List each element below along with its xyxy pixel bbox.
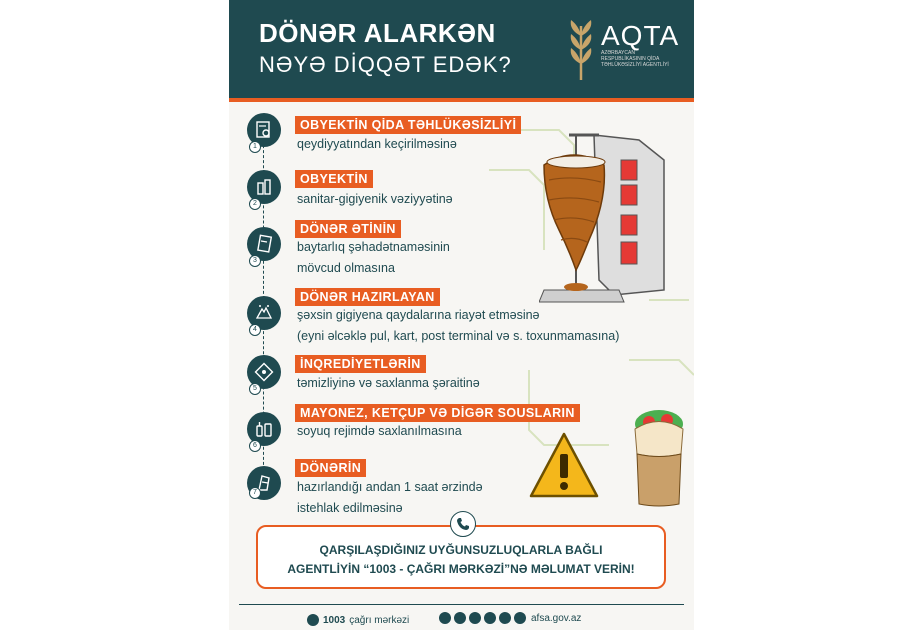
phone-icon <box>450 511 476 537</box>
phone-icon <box>307 614 319 626</box>
item-3-number: 3 <box>249 255 261 267</box>
poster <box>229 0 694 630</box>
facebook-icon[interactable] <box>454 612 466 624</box>
item-5-tag: İNQREDİYETLƏRİN <box>295 355 426 373</box>
x-icon[interactable] <box>499 612 511 624</box>
item-4-desc <box>297 305 619 347</box>
cleaning-icon <box>254 177 274 197</box>
item-2-line-1: sanitar-gigiyenik vəziyyətinə <box>297 192 453 206</box>
instagram-icon[interactable] <box>469 612 481 624</box>
item-7-tag: DÖNƏRİN <box>295 459 366 477</box>
item-3-line-2: mövcud olmasına <box>297 261 395 275</box>
item-1-line-1: qeydiyyatından keçirilməsinə <box>297 137 457 151</box>
hands-wash-icon <box>254 303 274 323</box>
logo-text: AQTA <box>601 20 680 51</box>
item-1-tag: OBYEKTİN QİDA TƏHLÜKƏSİZLİYİ <box>295 116 521 134</box>
telegram-icon[interactable] <box>514 612 526 624</box>
call-center-label: çağrı mərkəzi <box>349 614 410 626</box>
item-2-number: 2 <box>249 198 261 210</box>
item-4-number: 4 <box>249 324 261 336</box>
item-4-tag: DÖNƏR HAZIRLAYAN <box>295 288 440 306</box>
sauce-bottles-icon <box>254 419 274 439</box>
header-divider <box>229 98 694 102</box>
item-3-desc <box>297 237 450 279</box>
footer-social <box>439 612 581 624</box>
document-icon <box>254 234 274 254</box>
cta-text <box>256 541 666 579</box>
item-1-number: 1 <box>249 141 261 153</box>
item-6-number: 6 <box>249 440 261 452</box>
item-5-desc <box>297 373 480 394</box>
warning-sign-illustration <box>527 428 601 504</box>
item-4-line-1: şəxsin gigiyena qaydalarına riayət etməsinə <box>297 308 540 322</box>
item-3-tag: DÖNƏR ƏTİNİN <box>295 220 401 238</box>
title-line2: NƏYƏ DİQQƏT EDƏK? <box>259 52 512 77</box>
item-7-number: 7 <box>249 487 261 499</box>
footer-call-center <box>307 614 409 626</box>
wheat-logo-icon <box>565 16 597 82</box>
ingredients-icon <box>254 362 274 382</box>
item-6-line-1: soyuq rejimdə saxlanılmasına <box>297 424 462 438</box>
logo-subtitle: AZƏRBAYCAN RESPUBLİKASININ QİDA TƏHLÜKƏSİZLİYİ AGENTLİYİ <box>601 50 669 68</box>
item-4-line-2: (eyni əlcəklə pul, kart, post terminal və s. toxunmamasına) <box>297 329 620 343</box>
item-6-desc <box>297 421 462 442</box>
youtube-icon[interactable] <box>484 612 496 624</box>
doner-wrap-illustration <box>627 404 691 509</box>
item-6-tag: MAYONEZ, KETÇUP VƏ DİGƏR SOUSLARIN <box>295 404 580 422</box>
item-2-tag: OBYEKTİN <box>295 170 373 188</box>
item-5-number: 5 <box>249 383 261 395</box>
doner-machine-illustration <box>539 130 669 310</box>
item-2-desc <box>297 189 453 210</box>
item-3-line-1: baytarlıq şəhadətnaməsinin <box>297 240 450 254</box>
item-1-desc <box>297 134 457 155</box>
globe-icon[interactable] <box>439 612 451 624</box>
footer-divider <box>239 604 684 605</box>
item-7-line-1: hazırlandığı andan 1 saat ərzində <box>297 480 483 494</box>
certificate-icon <box>254 120 274 140</box>
title-line1: DÖNƏR ALARKƏN <box>259 18 496 48</box>
item-5-line-1: təmizliyinə və saxlanma şəraitinə <box>297 376 480 390</box>
website-link[interactable]: afsa.gov.az <box>531 612 582 624</box>
item-7-line-2: istehlak edilməsinə <box>297 501 403 515</box>
header-banner <box>229 0 694 98</box>
call-center-number: 1003 <box>323 614 346 626</box>
cta-line-1: QARŞILAŞDIĞINIZ UYĞUNSUZLUQLARLA BAĞLI <box>319 543 603 557</box>
cta-line-2: AGENTLİYİN “1003 - ÇAĞRI MƏRKƏZİ”NƏ MƏLUMAT VERİN! <box>287 562 635 576</box>
